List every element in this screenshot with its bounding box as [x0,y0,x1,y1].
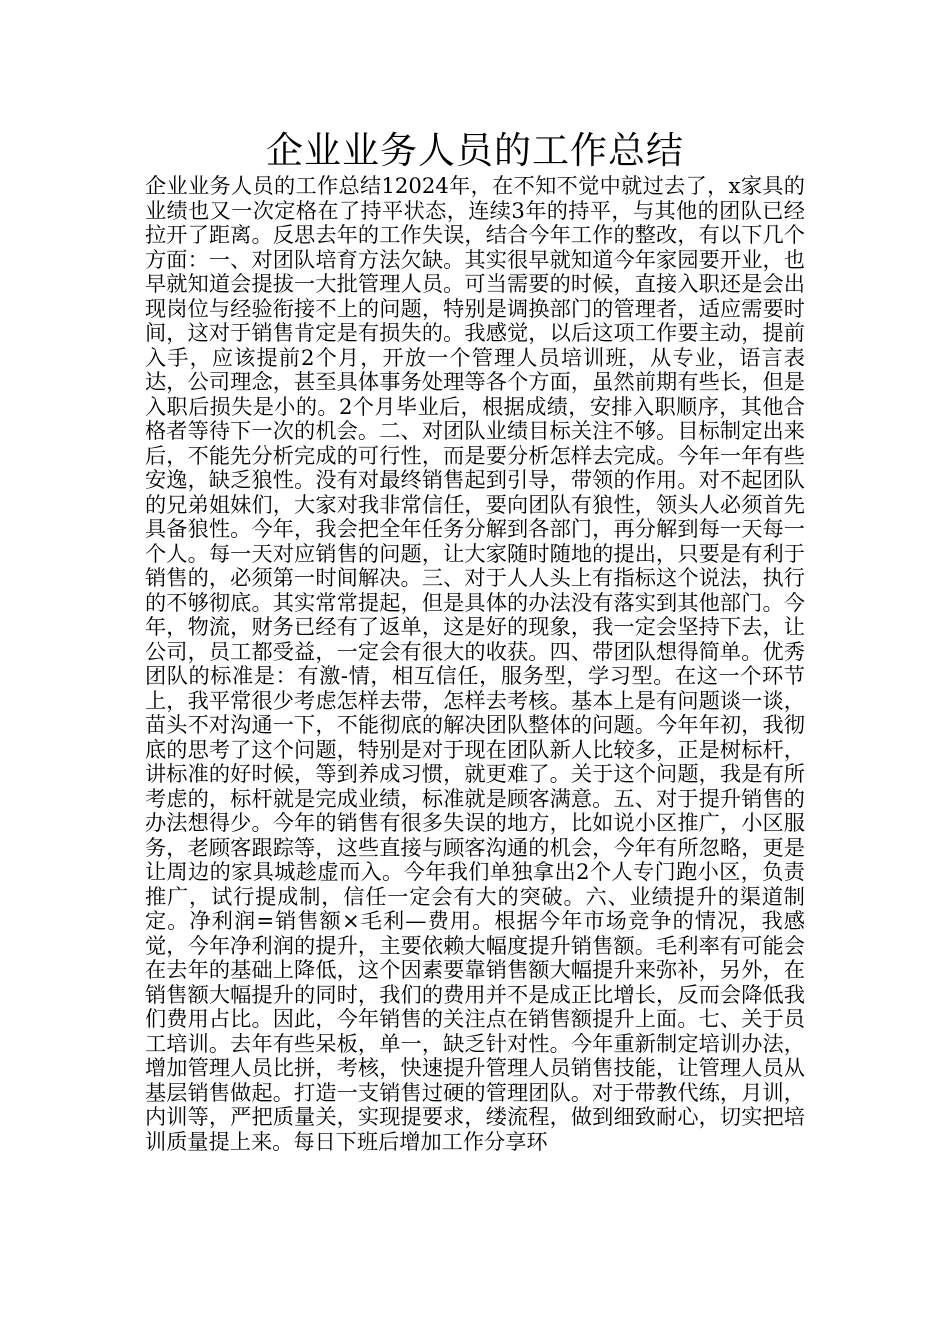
document-body-paragraph: 企业业务人员的工作总结12024年，在不知不觉中就过去了，x家具的业绩也又一次定格在了持平状态，连续3年的持平，与其他的团队已经拉开了距离。反思去年的工作失误，结合今年工作的整改，有以下几个方面：一、对团队培育方法欠缺。其实很早就知道今年家园要开业，也早就知道会提拔一大批管理人员。可当需要的时候，直接入职还是会出现岗位与经验衔接不上的问题，特别是调换部门的管理者，适应需要时间，这对于销售肯定是有损失的。我感觉，以后这项工作要主动，提前入手，应该提前2个月，开放一个管理人员培训班，从专业，语言表达，公司理念，甚至具体事务处理等各个方面，虽然前期有些长，但是入职后损失是小的。2个月毕业后，根据成绩，安排入职顺序，其他合格者等待下一次的机会。二、对团队业绩目标关注不够。目标制定出来后，不能先分析完成的可行性，而是要分析怎样去完成。今年一年有些安逸，缺乏狼性。没有对最终销售起到引导，带领的作用。对不起团队的兄弟姐妹们，大家对我非常信任，要向团队有狼性，领头人必须首先具备狼性。今年，我会把全年任务分解到各部门，再分解到每一天每一个人。每一天对应销售的问题，让大家随时随地的提出，只要是有利于销售的，必须第一时间解决。三、对于人人头上有指标这个说法，执行的不够彻底。其实常常提起，但是具体的办法没有落实到其他部门。今年，物流，财务已经有了返单，这是好的现象，我一定会坚持下去，让公司，员工都受益，一定会有很大的收获。四、带团队想得简单。优秀团队的标准是：有激-情，相互信任，服务型，学习型。在这一个环节上，我平常很少考虑怎样去带，怎样去考核。基本上是有问题谈一谈，苗头不对沟通一下，不能彻底的解决团队整体的问题。今年年初，我彻底的思考了这个问题，特别是对于现在团队新人比较多，正是树标杆，讲标准的好时候，等到养成习惯，就更难了。关于这个问题，我是有所考虑的，标杆就是完成业绩，标准就是顾客满意。五、对于提升销售的办法想得少。今年的销售有很多失误的地方，比如说小区推广，小区服务，老顾客跟踪等，这些直接与顾客沟通的机会，今年有所忽略，更是让周边的家具城趁虚而入。今年我们单独拿出2个人专门跑小区，负责推广，试行提成制，信任一定会有大的突破。六、业绩提升的渠道制定。净利润=销售额×毛利—费用。根据今年市场竞争的情况，我感觉，今年净利润的提升，主要依赖大幅度提升销售额。毛利率有可能会在去年的基础上降低，这个因素要靠销售额大幅提升来弥补，另外，在销售额大幅提升的同时，我们的费用并不是成正比增长，反而会降低我们费用占比。因此，今年销售的关注点在销售额提升上面。七、关于员工培训。去年有些呆板，单一，缺乏针对性。今年重新制定培训办法，增加管理人员比拼，考核，快速提升管理人员销售技能，让管理人员从基层销售做起。打造一支销售过硬的管理团队。对于带教代练，月训，内训等，严把质量关，实现提要求，缕流程，做到细致耐心，切实把培训质量提上来。每日下班后增加工作分享环 [145,173,805,1154]
document-page [145,128,805,1154]
document-title: 企业业务人员的工作总结 [266,129,684,172]
